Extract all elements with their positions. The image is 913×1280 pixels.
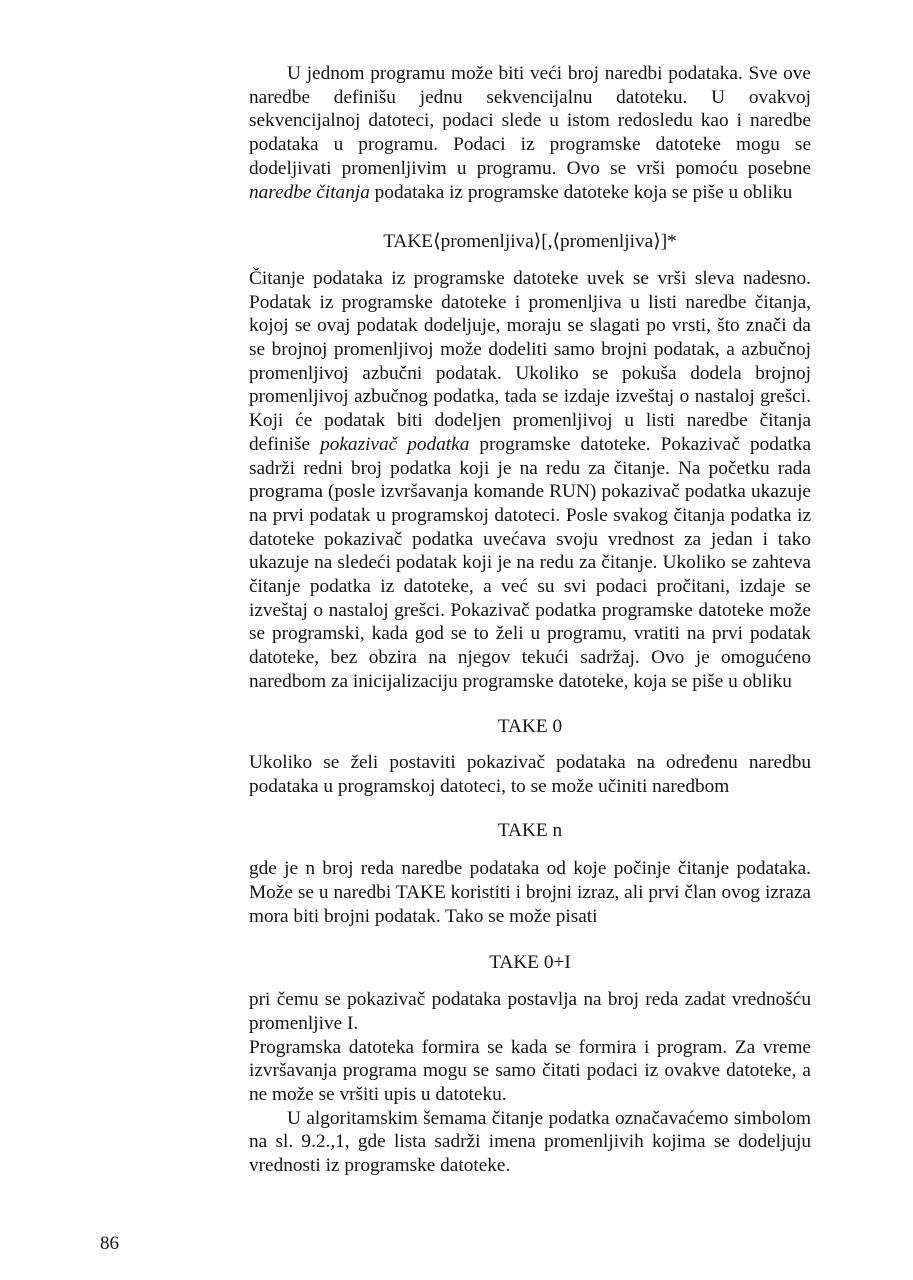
paragraph-reading-rules-text-end: programske datoteke. Pokazivač podatka sadrži redni broj podatka koji je na redu za čitanje. Na početku rada programa (posle izvršavanja komande RUN) pokazivač podatka ukazuje na prvi podatak u programskoj datoteci. Posle svakog čitanja podatka iz datoteke pokazivač podatka uvećava svoju vrednost za jedan i tako ukazuje na sledeći podatak koji je na redu za čitanje. Ukoliko se zahteva čitanje podatka iz datoteke, a već su svi podaci pročitani, izdaje se izveštaj o nastaloj grešci. Pokazivač podatka programske datoteke može se programski, kada god se to želi u programu, vratiti na prvi podatak datoteke, bez obzira na njegov tekući sadržaj. Ovo je omogućeno naredbom za inicijalizaciju programske datoteke, koja se piše u obliku	[249, 433, 812, 692]
paragraph-file-formation: Programska datoteka formira se kada se formira i program. Za vreme izvršavanja programa mogu se samo čitati podaci iz ovakve datoteke, a ne može se vršiti upis u datoteku.	[249, 1036, 811, 1106]
paragraph-reading-rules	[249, 267, 811, 694]
paragraph-intro-text-end: podataka iz programske datoteke koja se piše u obliku	[369, 181, 793, 203]
term-naredbe-citanja: naredbe čitanja	[249, 181, 370, 203]
paragraph-pointer-variable: pri čemu se pokazivač podataka postavlja na broj reda zadat vrednošću promenljive I.	[249, 989, 811, 1034]
paragraph-reading-rules-text: Čitanje podataka iz programske datoteke uvek se vrši sleva nadesno. Podatak iz programske datoteke i promenljiva u listi naredbe čitanja, kojoj se ovaj podatak dodeljuje, moraju se slagati po vrsti, što znači da se brojnoj promenljivoj može dodeliti samo brojni podatak, a azbučnoj promenljivoj azbučni podatak. Ukoliko se pokuša dodela brojnoj promenljivoj azbučnog podatka, tada se izdaje izveštaj o nastaloj grešci. Koji će podatak biti dodeljen promenljivoj u listi naredbe čitanja definiše	[249, 267, 811, 455]
formula-take-n: TAKE n	[497, 819, 563, 841]
page-number: 86	[100, 1233, 119, 1254]
paragraph-algorithm-symbol: U algoritamskim šemama čitanje podatka označavaćemo simbolom na sl. 9.2.,1, gde lista sadrži imena promenljivih kojima se dodeljuju vrednosti iz programske datoteke.	[249, 1107, 811, 1177]
paragraph-intro	[249, 62, 811, 204]
paragraph-intro-text: U jednom programu može biti veći broj naredbi podataka. Sve ove naredbe definišu jednu sekvencijalnu datoteku. U ovakvoj sekvencijalnoj datoteci, podaci slede u istom redosledu kao i naredbe podataka u programu. Podaci iz programske datoteke mogu se dodeljivati promenljivim u programu. Ovo se vrši pomoću posebne	[249, 63, 811, 179]
formula-take-syntax: TAKE⟨promenljiva⟩[,⟨promenljiva⟩]*	[383, 231, 677, 253]
formula-take-0: TAKE 0	[497, 715, 563, 737]
formula-take-0-plus-i: TAKE 0+I	[489, 951, 571, 973]
paragraph-take-n-explanation: gde je n broj reda naredbe podataka od koje počinje čitanje podataka. Može se u naredbi TAKE koristiti i brojni izraz, ali prvi član ovog izraza mora biti brojni podatak. Tako se može pisati	[249, 858, 811, 927]
page-body	[249, 62, 811, 1178]
term-pokazivac-podatka: pokazivač podatka	[320, 433, 470, 455]
paragraph-set-pointer: Ukoliko se želi postaviti pokazivač podataka na određenu naredbu podataka u programskoj datoteci, to se može učiniti naredbom	[249, 752, 811, 797]
